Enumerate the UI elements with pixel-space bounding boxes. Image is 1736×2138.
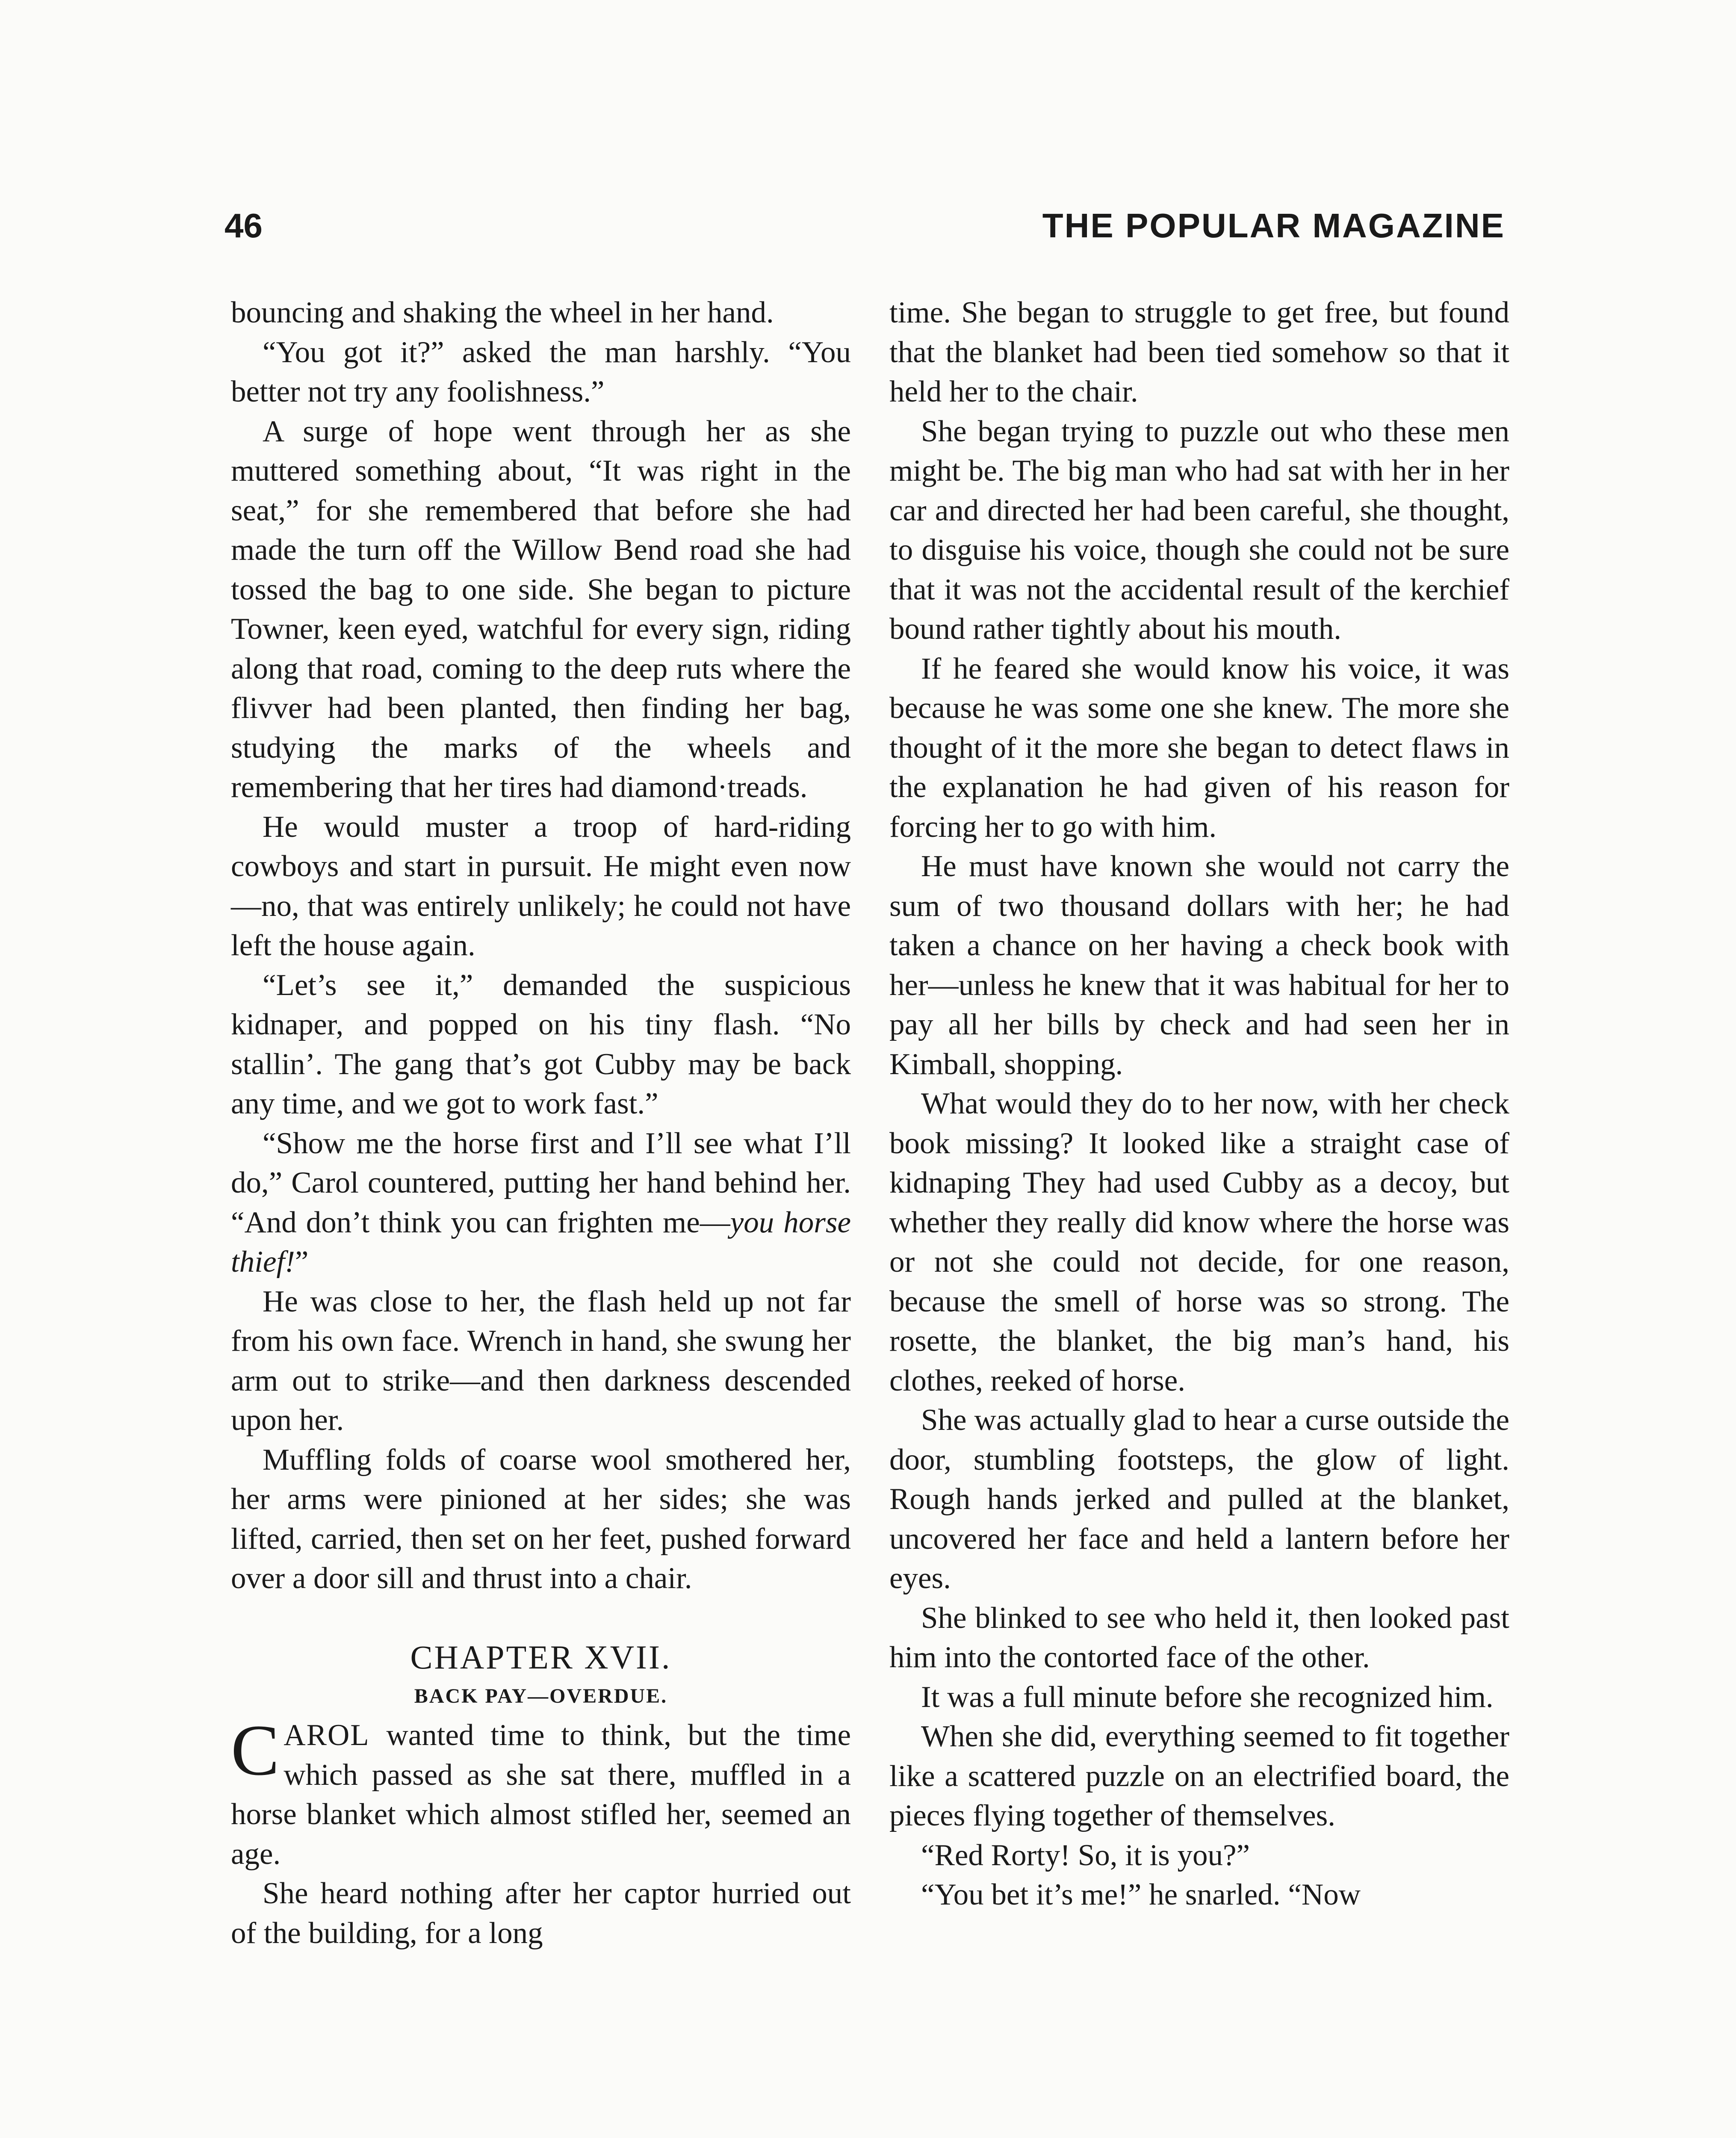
paragraph: He would muster a troop of hard-riding cowboys and start in pursuit. He might even now—no, that was entirely unlikely; he could not have left the house again. xyxy=(231,810,851,962)
paragraph: When she did, everything seemed to fit together like a scattered puzzle on an electrified board, the pieces flying together of themselves. xyxy=(889,1720,1509,1832)
paragraph: “You bet it’s me!” he snarled. “Now xyxy=(921,1878,1361,1911)
paragraph: She heard nothing after her captor hurried out of the building, for a long xyxy=(231,1877,851,1950)
paragraph: What would they do to her now, with her check book missing? It looked like a straight case of kidnaping They had used Cubby as a decoy, but whether they really did know where the horse was or not she could not decide, for one reason, because the smell of horse was so strong. The rosette, the blanket, the big man’s hand, his clothes, reeked of horse. xyxy=(889,1087,1509,1397)
drop-cap: C xyxy=(231,1710,280,1790)
right-column xyxy=(889,293,1509,1915)
paragraph-text: wanted time to think, but the time which passed as she sat there, muffled in a horse blanket which almost stifled her, seemed an age. xyxy=(231,1719,851,1871)
paragraph: He was close to her, the flash held up not far from his own face. Wrench in hand, she swung her arm out to strike—and then darkness descended upon her. xyxy=(231,1285,851,1437)
paragraph-text: ” xyxy=(295,1245,309,1279)
left-column xyxy=(231,293,851,1953)
running-head: THE POPULAR MAGAZINE xyxy=(1042,207,1505,245)
paragraph: “You got it?” asked the man harshly. “You better not try any foolishness.” xyxy=(231,335,851,408)
small-caps-word: AROL xyxy=(283,1719,370,1752)
paragraph: time. She began to struggle to get free, but found that the blanket had been tied somehow so that it held her to the chair. xyxy=(889,296,1509,408)
paragraph: He must have known she would not carry the sum of two thousand dollars with her; he had taken a chance on her having a check book with her—unless he knew that it was habitual for her to pay all her bills by check and had seen her in Kimball, shopping. xyxy=(889,850,1509,1081)
paragraph-text: “Show me the horse first and I’ll see what I’ll do,” Carol countered, putting her hand behind her. “And don’t think you can frighten me— xyxy=(231,1126,851,1239)
paragraph xyxy=(231,1124,851,1282)
chapter-title: CHAPTER XVII. xyxy=(410,1638,672,1676)
paragraph: She blinked to see who held it, then looked past him into the contorted face of the other. xyxy=(889,1601,1509,1674)
page-number: 46 xyxy=(224,207,263,245)
chapter-subtitle: BACK PAY—OVERDUE. xyxy=(414,1685,668,1707)
paragraph: A surge of hope went through her as she muttered something about, “It was right in the seat,” for she remembered that before she had made the turn off the Willow Bend road she had tossed the bag to one side. She began to picture Towner, keen eyed, watchful for every sign, riding along that road, coming to the deep ruts where the flivver had been planted, then finding her bag, studying the marks of the wheels and remembering that her tires had diamond·treads. xyxy=(231,414,851,804)
paragraph: bouncing and shaking the wheel in her hand. xyxy=(231,296,774,329)
paragraph: Muffling folds of coarse wool smothered her, her arms were pinioned at her sides; she was lifted, carried, then set on her feet, pushed forward over a door sill and thrust into a chair. xyxy=(231,1443,851,1595)
paragraph: She began trying to puzzle out who these men might be. The big man who had sat with her in her car and directed her had been careful, she thought, to disguise his voice, though she could not be sure that it was not the accidental result of the kerchief bound rather tightly about his mouth. xyxy=(889,414,1509,646)
paragraph: “Let’s see it,” demanded the suspicious kidnaper, and popped on his tiny flash. “No stallin’. The gang that’s got Cubby may be back any time, and we got to work fast.” xyxy=(231,968,851,1120)
paragraph: She was actually glad to hear a curse outside the door, stumbling footsteps, the glow of light. Rough hands jerked and pulled at the blanket, uncovered her face and held a lantern before her eyes. xyxy=(889,1403,1509,1595)
paragraph: If he feared she would know his voice, it was because he was some one she knew. The more she thought of it the more she began to detect flaws in the explanation he had given of his reason for forcing her to go with him. xyxy=(889,652,1509,844)
paragraph: It was a full minute before she recognized him. xyxy=(921,1680,1494,1714)
italic-text: you horse thief! xyxy=(231,1205,851,1279)
chapter-opening-paragraph xyxy=(231,1710,851,1874)
paragraph: “Red Rorty! So, it is you?” xyxy=(921,1838,1250,1872)
